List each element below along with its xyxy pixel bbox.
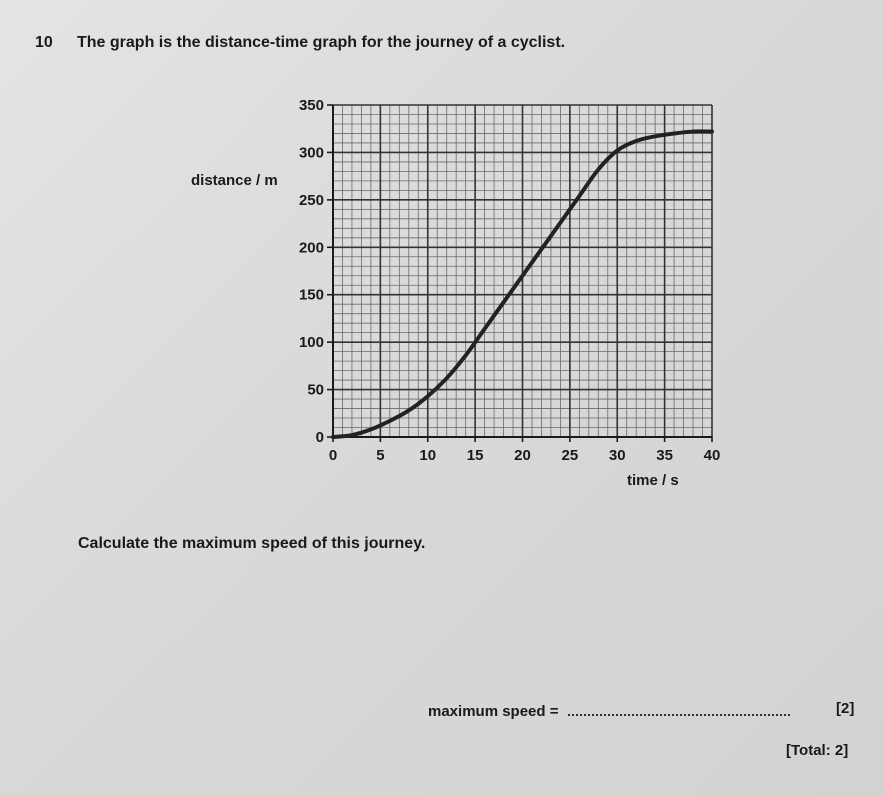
answer-label: maximum speed = bbox=[428, 703, 559, 720]
y-tick-label: 200 bbox=[298, 239, 324, 257]
answer-row bbox=[428, 700, 790, 720]
x-tick-label: 0 bbox=[328, 447, 338, 464]
x-tick-label: 30 bbox=[608, 447, 626, 464]
answer-line[interactable] bbox=[568, 700, 790, 716]
question-instruction: Calculate the maximum speed of this journey. bbox=[78, 535, 426, 552]
y-tick-label: 250 bbox=[298, 191, 324, 209]
y-axis-label: distance / m bbox=[191, 172, 278, 189]
axes bbox=[327, 105, 712, 442]
x-tick-label: 15 bbox=[466, 447, 484, 464]
x-tick-label: 25 bbox=[561, 447, 579, 464]
y-tick-label: 300 bbox=[298, 144, 324, 162]
total-marks: [Total: 2] bbox=[786, 742, 849, 759]
x-tick-label: 20 bbox=[514, 447, 531, 464]
y-tick-label: 150 bbox=[298, 286, 324, 304]
question-stem: The graph is the distance-time graph for the journey of a cyclist. bbox=[77, 34, 566, 51]
y-tick-label: 0 bbox=[315, 429, 324, 446]
question-number: 10 bbox=[35, 34, 53, 51]
x-axis-label: time / s bbox=[627, 472, 679, 489]
x-tick-label: 40 bbox=[703, 447, 721, 464]
marks-badge: [2] bbox=[836, 700, 855, 717]
y-tick-label: 350 bbox=[298, 97, 324, 114]
x-tick-label: 10 bbox=[419, 447, 437, 464]
y-tick-label: 50 bbox=[307, 381, 324, 399]
x-tick-label: 5 bbox=[376, 447, 385, 464]
y-tick-label: 100 bbox=[298, 334, 324, 352]
x-tick-label: 35 bbox=[656, 447, 673, 464]
